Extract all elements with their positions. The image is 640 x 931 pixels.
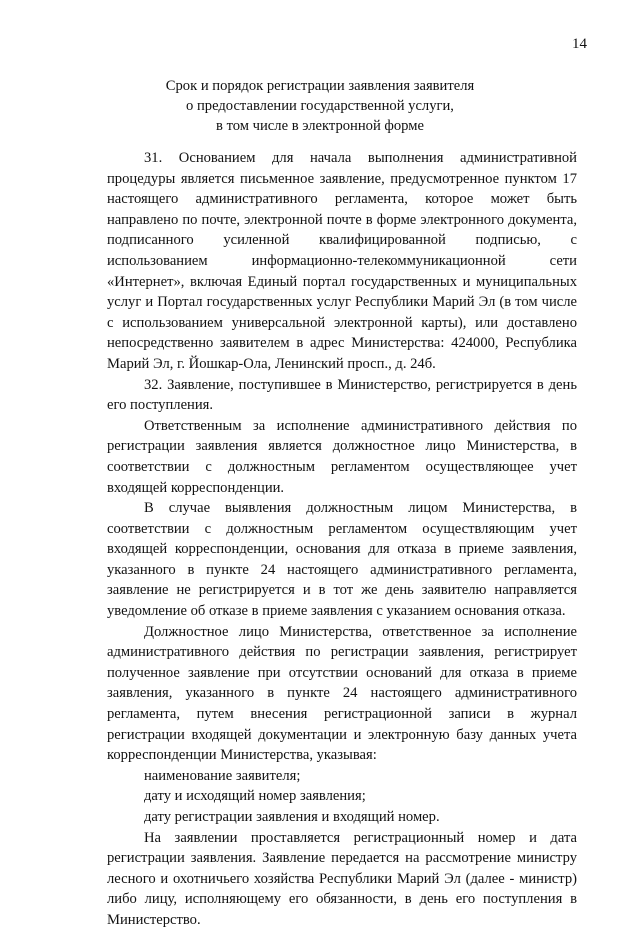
- list-item-applicant-name: наименование заявителя;: [144, 767, 301, 784]
- paragraph-transfer: На заявлении проставляется регистрационный номер и дата регистрации заявления. Заявление передается на рассмотрение министру лесного и охотничьего хозяйства Республики Марий Эл (далее - министр) либо лицу, исполняющему его обязанности, в день его поступления в Министерство.: [107, 829, 577, 928]
- heading-line-1: Срок и порядок регистрации заявления заявителя: [165, 78, 475, 94]
- page-number: 14: [572, 36, 587, 52]
- document-body: [107, 148, 577, 931]
- list-item-outgoing-number: дату и исходящий номер заявления;: [144, 788, 366, 805]
- paragraph-refusal: В случае выявления должностным лицом Министерства, в соответствии с должностным регламентом осуществляющим учет входящей корреспонденции, основания для отказа в приеме заявления, указанного в пункте 24 настоящего административного регламента, заявление не регистрируется и в тот же день заявителю направляется уведомление об отказе в приеме заявления с указанием основания отказа.: [107, 500, 577, 620]
- list-item-incoming-number: дату регистрации заявления и входящий номер.: [144, 809, 440, 825]
- paragraph-registration: Должностное лицо Министерства, ответственное за исполнение административного действия по регистрации заявления, регистрирует полученное заявление при отсутствии оснований для отказа в приеме заявления, указанного в пункте 24 настоящего административного регламента, путем внесения регистрационной записи в журнал регистрации входящей документации и электронную базу данных учета корреспонденции Министерства, указывая:: [107, 623, 577, 764]
- heading-line-3: в том числе в электронной форме: [216, 118, 424, 134]
- paragraph-responsible: Ответственным за исполнение административного действия по регистрации заявления является должностное лицо Министерства, в соответствии с должностным регламентом осуществляющее учет входящей корреспонденции.: [107, 417, 577, 496]
- paragraph-31: 31. Основанием для начала выполнения административной процедуры является письменное заявление, предусмотренное пунктом 17 настоящего административного регламента, которое может быть направлено по почте, электронной почте в форме электронного документа, подписанного усиленной квалифицированной подписью, с использованием информационно-телекоммуникационной сети «Интернет», включая Единый портал государственных и муниципальных услуг и Портал государственных услуг Республики Марий Эл (в том числе с использованием универсальной электронной карты), или доставлено непосредственно заявителем в адрес Министерства: 424000, Республика Марий Эл, г. Йошкар-Ола, Ленинский просп., д. 24б.: [107, 150, 577, 372]
- heading-line-2: о предоставлении государственной услуги,: [186, 98, 454, 114]
- paragraph-32: 32. Заявление, поступившее в Министерство, регистрируется в день его поступления.: [107, 376, 577, 414]
- section-heading: [0, 76, 640, 136]
